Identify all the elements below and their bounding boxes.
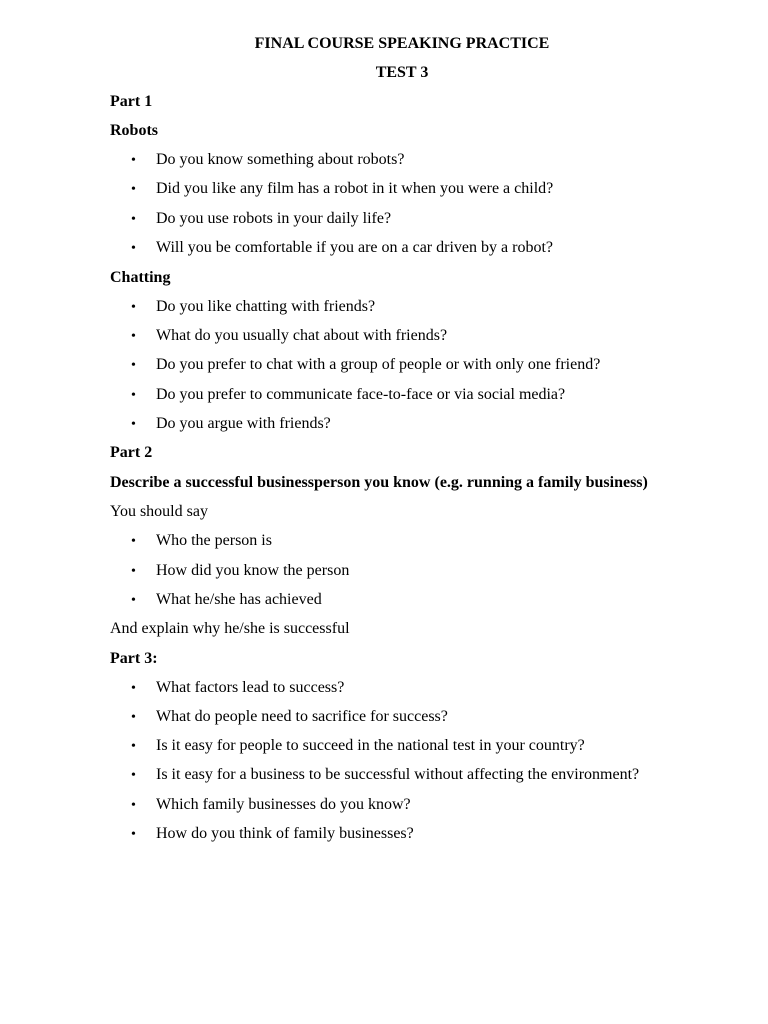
- list-item: How did you know the person: [156, 562, 350, 579]
- document-title: FINAL COURSE SPEAKING PRACTICE: [254, 35, 550, 52]
- list-item: What he/she has achieved: [156, 591, 322, 608]
- list-item: What do people need to sacrifice for success?: [156, 708, 448, 725]
- list-item: Is it easy for people to succeed in the national test in your country?: [156, 737, 585, 754]
- list-item: Do you like chatting with friends?: [156, 298, 376, 315]
- bullet-icon: •: [131, 182, 136, 197]
- bullet-icon: •: [131, 153, 136, 168]
- list-item: Do you prefer to chat with a group of people or with only one friend?: [156, 356, 601, 373]
- bullet-icon: •: [131, 593, 136, 608]
- topic-robots-heading: Robots: [110, 122, 159, 139]
- list-item: Will you be comfortable if you are on a car driven by a robot?: [156, 239, 553, 256]
- part2-heading: Part 2: [110, 444, 153, 461]
- bullet-icon: •: [131, 827, 136, 842]
- bullet-icon: •: [131, 300, 136, 315]
- list-item: Do you argue with friends?: [156, 415, 331, 432]
- list-item: Do you prefer to communicate face-to-face or via social media?: [156, 386, 566, 403]
- list-item: Who the person is: [156, 532, 272, 549]
- list-item: Is it easy for a business to be successful without affecting the environment?: [156, 766, 640, 783]
- bullet-icon: •: [131, 681, 136, 696]
- bullet-icon: •: [131, 564, 136, 579]
- part3-heading: Part 3:: [110, 650, 158, 667]
- bullet-icon: •: [131, 739, 136, 754]
- list-item: Do you know something about robots?: [156, 151, 405, 168]
- bullet-icon: •: [131, 710, 136, 725]
- part2-intro: You should say: [110, 503, 208, 520]
- part2-cue-card: Describe a successful businessperson you know (e.g. running a family business): [110, 474, 648, 491]
- bullet-icon: •: [131, 768, 136, 783]
- bullet-icon: •: [131, 388, 136, 403]
- bullet-icon: •: [131, 798, 136, 813]
- bullet-icon: •: [131, 534, 136, 549]
- topic-chatting-heading: Chatting: [110, 269, 171, 286]
- list-item: How do you think of family businesses?: [156, 825, 414, 842]
- list-item: Did you like any film has a robot in it when you were a child?: [156, 180, 554, 197]
- list-item: What factors lead to success?: [156, 679, 345, 696]
- list-item: What do you usually chat about with friends?: [156, 327, 448, 344]
- bullet-icon: •: [131, 241, 136, 256]
- bullet-icon: •: [131, 417, 136, 432]
- bullet-icon: •: [131, 329, 136, 344]
- part1-heading: Part 1: [110, 93, 153, 110]
- list-item: Do you use robots in your daily life?: [156, 210, 392, 227]
- part2-closing: And explain why he/she is successful: [110, 620, 350, 637]
- bullet-icon: •: [131, 212, 136, 227]
- bullet-icon: •: [131, 358, 136, 373]
- list-item: Which family businesses do you know?: [156, 796, 411, 813]
- document-subtitle: TEST 3: [375, 64, 429, 81]
